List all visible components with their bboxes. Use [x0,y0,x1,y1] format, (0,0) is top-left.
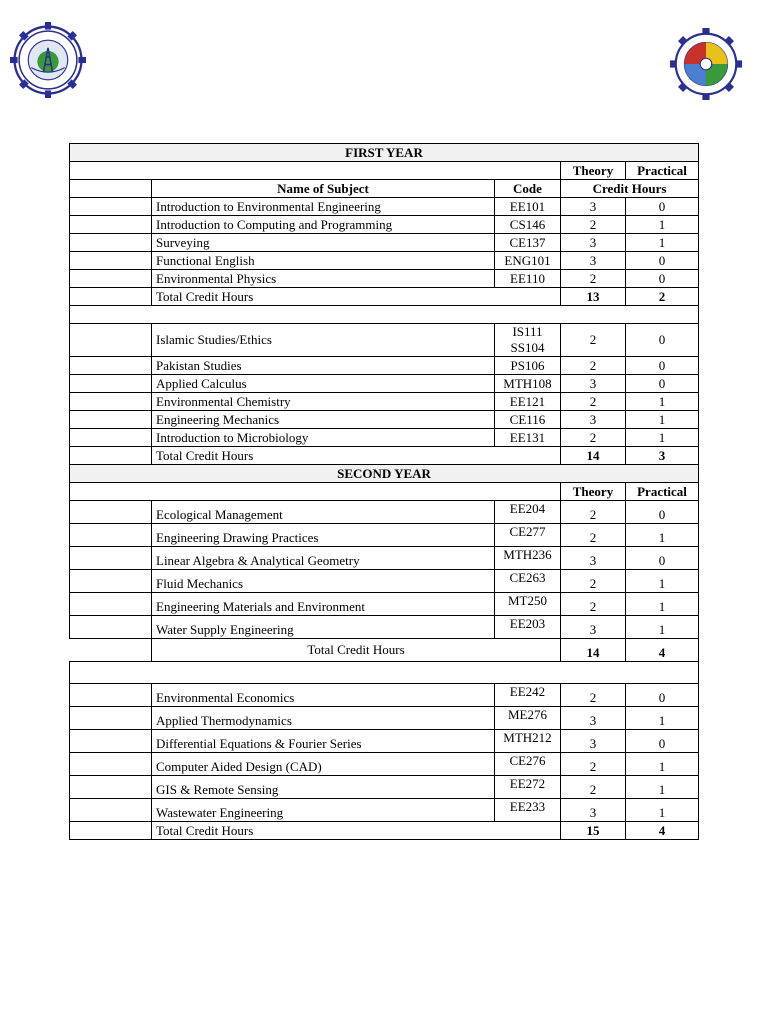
practical-hours: 1 [626,799,699,822]
subject-name: Applied Thermodynamics [152,707,495,730]
theory-hours: 3 [561,707,626,730]
university-seal-icon [10,22,86,98]
subject-code: EE233 [495,799,561,822]
subject-code: MT250 [495,593,561,616]
practical-hours: 1 [626,234,699,252]
subject-code: EE242 [495,684,561,707]
subject-code: ME276 [495,707,561,730]
table-row [70,375,699,393]
total-practical: 3 [626,447,699,465]
subject-name: Fluid Mechanics [152,570,495,593]
subject-name: Pakistan Studies [152,357,495,375]
table-row [70,753,699,776]
table-row [70,524,699,547]
total-label: Total Credit Hours [152,822,561,840]
practical-hours: 0 [626,252,699,270]
subject-name: Introduction to Computing and Programming [152,216,495,234]
subject-name: Environmental Economics [152,684,495,707]
total-theory: 13 [561,288,626,306]
total-practical: 4 [626,639,699,662]
theory-hours: 2 [561,429,626,447]
subject-code: ENG101 [495,252,561,270]
subject-name: Linear Algebra & Analytical Geometry [152,547,495,570]
subject-code: PS106 [495,357,561,375]
theory-hours: 2 [561,324,626,357]
subject-code-a: IS111 [512,324,543,339]
theory-hours: 2 [561,393,626,411]
subject-code: MTH212 [495,730,561,753]
theory-hours: 2 [561,684,626,707]
theory-hours: 2 [561,593,626,616]
table-row [70,684,699,707]
scheme-of-studies-table [69,143,699,840]
subject-name: Ecological Management [152,501,495,524]
table-row [70,593,699,616]
subject-name: Environmental Chemistry [152,393,495,411]
subject-code: MTH236 [495,547,561,570]
theory-hours: 2 [561,524,626,547]
theory-hours: 3 [561,411,626,429]
subject-code: CE277 [495,524,561,547]
practical-hours: 1 [626,776,699,799]
total-practical: 4 [626,822,699,840]
table-row [70,216,699,234]
table-row [70,393,699,411]
header-practical: Practical [626,483,699,501]
practical-hours: 0 [626,547,699,570]
theory-hours: 2 [561,570,626,593]
subject-name: Islamic Studies/Ethics [152,324,495,357]
total-practical: 2 [626,288,699,306]
total-theory: 14 [561,639,626,662]
department-seal-icon [670,28,742,100]
table-row [70,501,699,524]
total-row [70,639,699,662]
second-year-header-row [70,483,699,501]
theory-hours: 3 [561,547,626,570]
subject-name: Computer Aided Design (CAD) [152,753,495,776]
subject-code: EE121 [495,393,561,411]
practical-hours: 0 [626,375,699,393]
total-label: Total Credit Hours [152,288,561,306]
theory-hours: 3 [561,375,626,393]
total-row [70,822,699,840]
subject-name: Engineering Drawing Practices [152,524,495,547]
second-year-title: SECOND YEAR [70,465,699,483]
practical-hours: 1 [626,216,699,234]
spacer-row [70,306,699,324]
subject-code: EE101 [495,198,561,216]
practical-hours: 0 [626,198,699,216]
table-row [70,616,699,639]
total-row [70,288,699,306]
header-name-of-subject: Name of Subject [152,180,495,198]
total-theory: 14 [561,447,626,465]
table-row [70,270,699,288]
theory-hours: 2 [561,216,626,234]
table-row [70,324,699,357]
practical-hours: 1 [626,429,699,447]
subject-code: EE203 [495,616,561,639]
table-row [70,570,699,593]
header-practical: Practical [626,162,699,180]
subject-code-b: SS104 [510,340,545,355]
theory-hours: 2 [561,270,626,288]
spacer-row [70,662,699,684]
subject-code: CE116 [495,411,561,429]
practical-hours: 1 [626,411,699,429]
subject-name: Applied Calculus [152,375,495,393]
subject-name: Environmental Physics [152,270,495,288]
theory-hours: 2 [561,357,626,375]
subject-name: Introduction to Environmental Engineering [152,198,495,216]
total-label: Total Credit Hours [152,447,561,465]
header-code: Code [495,180,561,198]
subject-code: EE110 [495,270,561,288]
theory-hours: 2 [561,753,626,776]
subject-code: CS146 [495,216,561,234]
table-row [70,730,699,753]
theory-hours: 3 [561,198,626,216]
table-row [70,776,699,799]
practical-hours: 0 [626,684,699,707]
table-row [70,707,699,730]
theory-hours: 3 [561,234,626,252]
total-theory: 15 [561,822,626,840]
table-row [70,252,699,270]
subject-name: Engineering Mechanics [152,411,495,429]
subject-name: Differential Equations & Fourier Series [152,730,495,753]
subject-code: EE204 [495,501,561,524]
practical-hours: 1 [626,524,699,547]
theory-hours: 3 [561,616,626,639]
practical-hours: 0 [626,357,699,375]
practical-hours: 1 [626,393,699,411]
subject-name: Wastewater Engineering [152,799,495,822]
subject-name: Functional English [152,252,495,270]
practical-hours: 1 [626,753,699,776]
subject-code: CE276 [495,753,561,776]
theory-hours: 3 [561,730,626,753]
theory-hours: 3 [561,252,626,270]
subject-code: EE272 [495,776,561,799]
second-year-title-row [70,465,699,483]
table-row [70,799,699,822]
practical-hours: 1 [626,570,699,593]
subject-name: Introduction to Microbiology [152,429,495,447]
practical-hours: 1 [626,707,699,730]
practical-hours: 1 [626,593,699,616]
subject-code [495,324,561,357]
header-theory: Theory [561,162,626,180]
subject-code: CE137 [495,234,561,252]
first-year-header-row [70,162,699,180]
table-row [70,234,699,252]
practical-hours: 0 [626,270,699,288]
theory-hours: 2 [561,501,626,524]
subject-name: Engineering Materials and Environment [152,593,495,616]
first-year-title: FIRST YEAR [70,144,699,162]
theory-hours: 3 [561,799,626,822]
table-row [70,429,699,447]
total-row [70,447,699,465]
subject-name: GIS & Remote Sensing [152,776,495,799]
practical-hours: 0 [626,730,699,753]
subject-code: MTH108 [495,375,561,393]
subject-name: Water Supply Engineering [152,616,495,639]
subject-code: CE263 [495,570,561,593]
first-year-subheader-row [70,180,699,198]
first-year-title-row [70,144,699,162]
table-row [70,411,699,429]
total-label: Total Credit Hours [152,639,561,662]
table-row [70,547,699,570]
practical-hours: 1 [626,616,699,639]
practical-hours: 0 [626,324,699,357]
subject-name: Surveying [152,234,495,252]
practical-hours: 0 [626,501,699,524]
header-credit-hours: Credit Hours [561,180,699,198]
subject-code: EE131 [495,429,561,447]
header-theory: Theory [561,483,626,501]
table-row [70,357,699,375]
table-row [70,198,699,216]
theory-hours: 2 [561,776,626,799]
